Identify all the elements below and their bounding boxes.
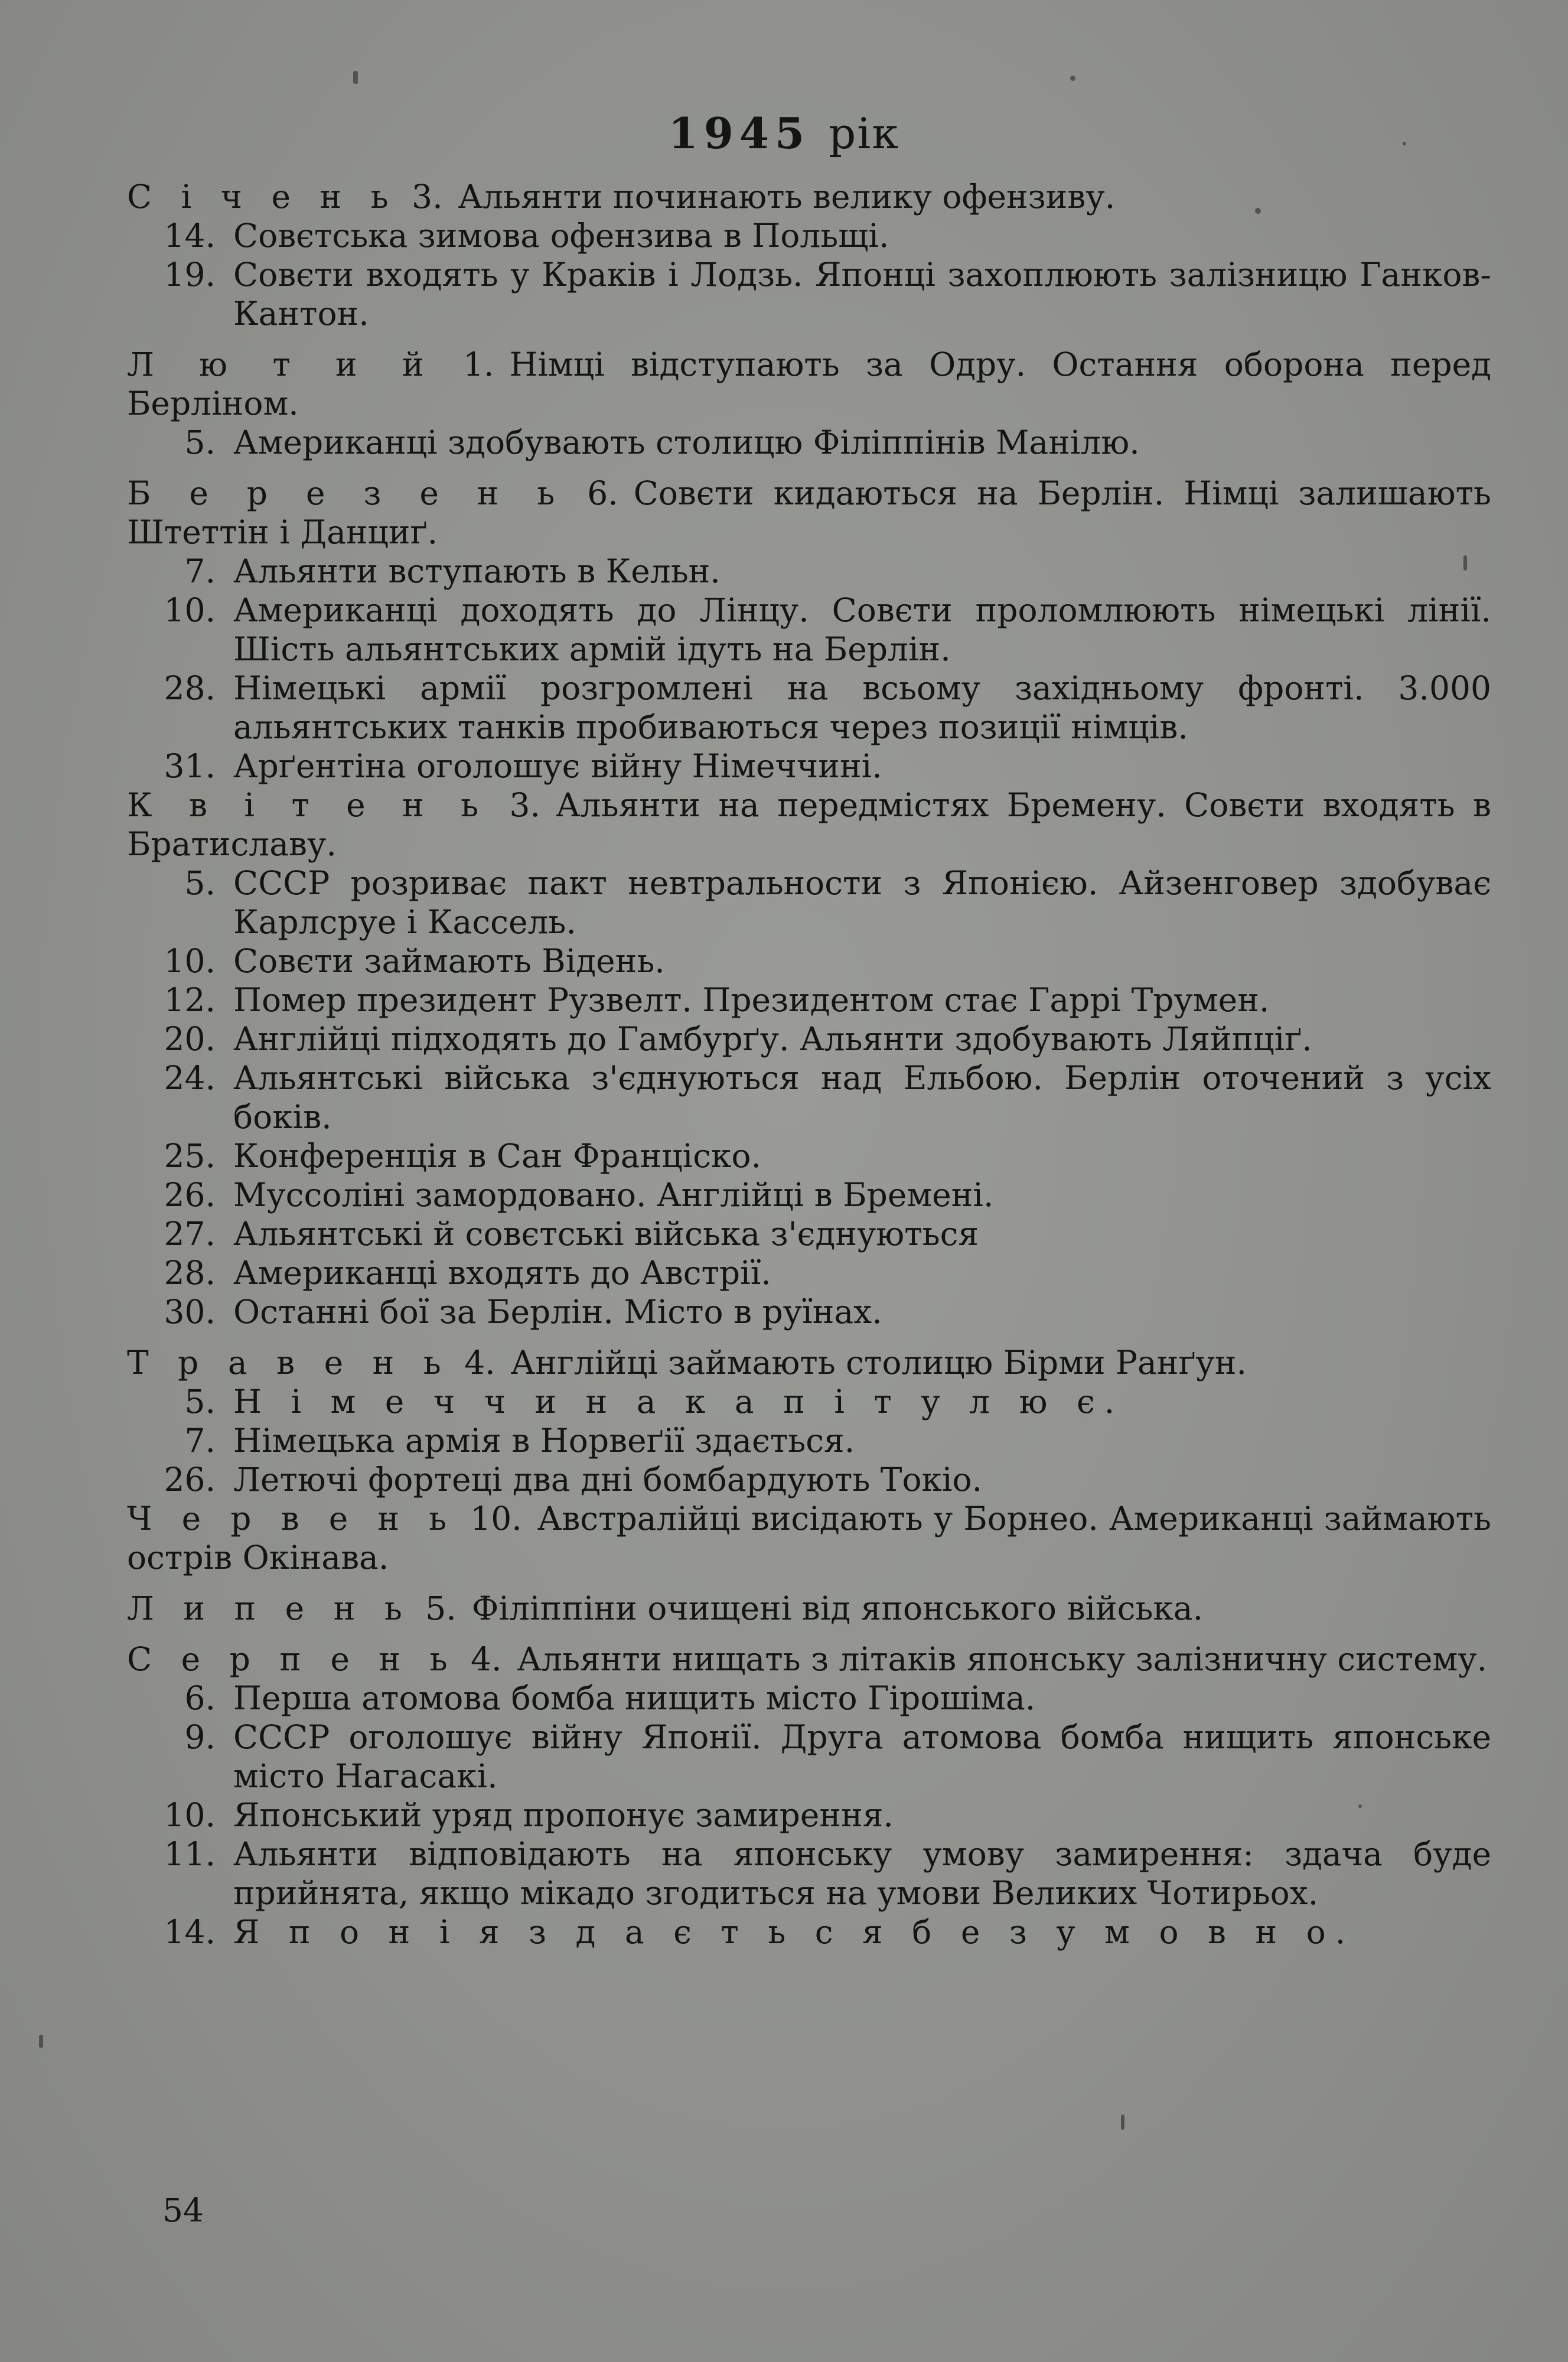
day-number: 20.	[164, 1020, 216, 1058]
day-number: 12.	[164, 981, 216, 1019]
day-entry-text: Совєти займають Відень.	[233, 942, 665, 980]
day-number: 28.	[164, 669, 216, 707]
month-name: С е р п е н ь	[127, 1640, 457, 1678]
day-entry-text: Альянтські й совєтські війська з'єднуються	[233, 1215, 979, 1253]
day-entry	[127, 552, 1491, 591]
day-number: 10.	[164, 942, 216, 980]
day-entry	[127, 669, 1491, 747]
day-entry-text: Совєти входять у Краків і Лодзь. Японці захоплюють залізницю Ганков-Кантон.	[233, 256, 1491, 333]
month-entry-text: Альянти починають велику офензиву.	[458, 178, 1116, 216]
month-entry-text: Австралійці висідають у Борнео. Американці займають острів Окінава.	[127, 1500, 1491, 1576]
day-entry	[127, 864, 1491, 941]
day-entry-text: Альянти відповідають на японську умову замирення: здача буде прийнята, якщо мікадо згодиться на умови Великих Чотирьох.	[233, 1835, 1491, 1912]
title-word: рік	[829, 109, 900, 158]
day-entry	[127, 1913, 1491, 1951]
day-entry-text: Помер президент Рузвелт. Президентом стає Гаррі Трумен.	[233, 981, 1270, 1019]
day-number: 9.	[184, 1718, 216, 1756]
month-name: С і ч е н ь	[127, 178, 398, 216]
day-entry	[127, 747, 1491, 786]
day-number: 7.	[184, 552, 216, 590]
month-entry-text: Філіппіни очищені від японського війська.	[471, 1589, 1204, 1627]
day-entry	[127, 1679, 1491, 1718]
month-entry	[127, 1640, 1491, 1679]
day-entry	[127, 423, 1491, 462]
day-entry	[127, 1253, 1491, 1292]
day-number: 10.	[164, 1796, 216, 1834]
day-number: 11.	[164, 1835, 216, 1873]
page-number: 54	[162, 2191, 204, 2229]
day-entry-text: Арґентіна оголошує війну Німеччині.	[233, 747, 882, 785]
day-entry-text: Німецька армія в Норвеґії здається.	[233, 1422, 855, 1459]
day-number: 5.	[184, 423, 216, 461]
day-number: 5.	[184, 864, 216, 902]
day-entry-text: Альянтські війська з'єднуються над Ельбою. Берлін оточений з усіх боків.	[233, 1059, 1491, 1136]
day-entry-text: Японський уряд пропонує замирення.	[233, 1796, 894, 1834]
month-entry-text: Альянти на передмістях Бремену. Совєти входять в Братиславу.	[127, 786, 1491, 863]
day-number: 5.	[184, 1383, 216, 1421]
day-entry	[127, 941, 1491, 980]
day-entry-text: Конференція в Сан Франціско.	[233, 1137, 761, 1175]
day-number: 26.	[164, 1461, 216, 1498]
month-entry	[127, 1343, 1491, 1382]
day-entry-text: Останні бої за Берлін. Місто в руїнах.	[233, 1293, 882, 1331]
day-entry	[127, 980, 1491, 1019]
day-number: 27.	[164, 1215, 216, 1253]
day-number: 26.	[164, 1176, 216, 1214]
month-name: Т р а в е н ь	[127, 1344, 451, 1382]
day-entry	[127, 216, 1491, 255]
month-entry-text: Англійці займають столицю Бірми Ранґун.	[510, 1344, 1247, 1382]
month-day: 1.	[462, 346, 494, 383]
day-entry-text: Я п о н і я з д а є т ь с я б е з у м о в н о.	[233, 1913, 1355, 1951]
day-number: 25.	[164, 1137, 216, 1175]
day-number: 14.	[164, 217, 216, 255]
month-entry	[127, 474, 1491, 552]
month-entry	[127, 1499, 1491, 1577]
day-entry-text: Американці доходять до Лінцу. Совєти проломлюють німецькі лінії. Шість альянтських армій ідуть на Берлін.	[233, 591, 1491, 668]
month-name: Ч е р в е н ь	[127, 1500, 457, 1537]
month-name: Б е р е з е н ь	[127, 474, 565, 512]
day-entry-text: Американці здобувають столицю Філіппінів Манілю.	[233, 423, 1140, 461]
day-entry-text: Німецькі армії розгромлені на всьому західньому фронті. 3.000 альянтських танків пробиваються через позиції німців.	[233, 669, 1491, 746]
month-entry	[127, 1589, 1491, 1628]
day-number: 7.	[184, 1422, 216, 1459]
month-day: 6.	[587, 474, 618, 512]
month-day: 4.	[471, 1640, 502, 1678]
month-day: 3.	[509, 786, 540, 824]
day-entry	[127, 591, 1491, 669]
month-entry	[127, 345, 1491, 423]
month-entry	[127, 786, 1491, 864]
day-entry	[127, 1019, 1491, 1058]
day-entry	[127, 1460, 1491, 1499]
day-number: 14.	[164, 1913, 216, 1951]
day-entry	[127, 1214, 1491, 1253]
day-entry	[127, 1058, 1491, 1136]
title-year: 1945	[668, 108, 811, 158]
day-number: 30.	[164, 1293, 216, 1331]
day-entry	[127, 1175, 1491, 1214]
day-number: 6.	[184, 1679, 216, 1717]
day-entry-text: Англійці підходять до Гамбурґу. Альянти здобувають Ляйпціґ.	[233, 1020, 1312, 1058]
month-day: 4.	[464, 1344, 495, 1382]
day-entry-text: Летючі фортеці два дні бомбардують Токіо.	[233, 1461, 983, 1498]
day-entry	[127, 1292, 1491, 1331]
month-name: К в і т е н ь	[127, 786, 488, 824]
month-entry-text: Німці відступають за Одру. Остання оборона перед Берліном.	[127, 346, 1491, 422]
day-number: 19.	[164, 256, 216, 294]
month-name: Л ю т и й	[127, 346, 433, 383]
day-entry-text: Н і м е ч ч и н а к а п і т у л ю є.	[233, 1383, 1124, 1421]
page-title	[0, 108, 1568, 158]
day-entry-text: Совєтська зимова офензива в Польщі.	[233, 217, 889, 255]
month-name: Л и п е н ь	[127, 1589, 412, 1627]
day-entry-text: Альянти вступають в Кельн.	[233, 552, 721, 590]
day-entry	[127, 1835, 1491, 1913]
day-entry-text: Перша атомова бомба нищить місто Гірошіма.	[233, 1679, 1036, 1717]
day-entry	[127, 1382, 1491, 1421]
day-entry	[127, 1421, 1491, 1460]
day-entry-text: СССР розриває пакт невтральности з Японією. Айзенговер здобуває Карлсруе і Кассель.	[233, 864, 1491, 941]
month-entry	[127, 177, 1491, 216]
day-entry	[127, 1718, 1491, 1796]
day-number: 31.	[164, 747, 216, 785]
month-day: 3.	[412, 178, 443, 216]
day-entry-text: СССР оголошує війну Японії. Друга атомова бомба нищить японське місто Нагасакі.	[233, 1718, 1491, 1795]
month-entry-text: Совєти кидаються на Берлін. Німці залишають Штеттін і Данциґ.	[127, 474, 1491, 551]
day-number: 28.	[164, 1254, 216, 1292]
day-entry	[127, 255, 1491, 333]
day-entry	[127, 1796, 1491, 1835]
day-number: 24.	[164, 1059, 216, 1097]
day-entry	[127, 1136, 1491, 1175]
month-day: 5.	[425, 1589, 457, 1627]
day-entry-text: Муссоліні замордовано. Англійці в Бремені.	[233, 1176, 994, 1214]
day-number: 10.	[164, 591, 216, 629]
day-entry-text: Американці входять до Австрії.	[233, 1254, 771, 1292]
month-entry-text: Альянти нищать з літаків японську залізничну систему.	[517, 1640, 1488, 1678]
month-day: 10.	[470, 1500, 522, 1537]
chronology-list	[127, 177, 1491, 1951]
